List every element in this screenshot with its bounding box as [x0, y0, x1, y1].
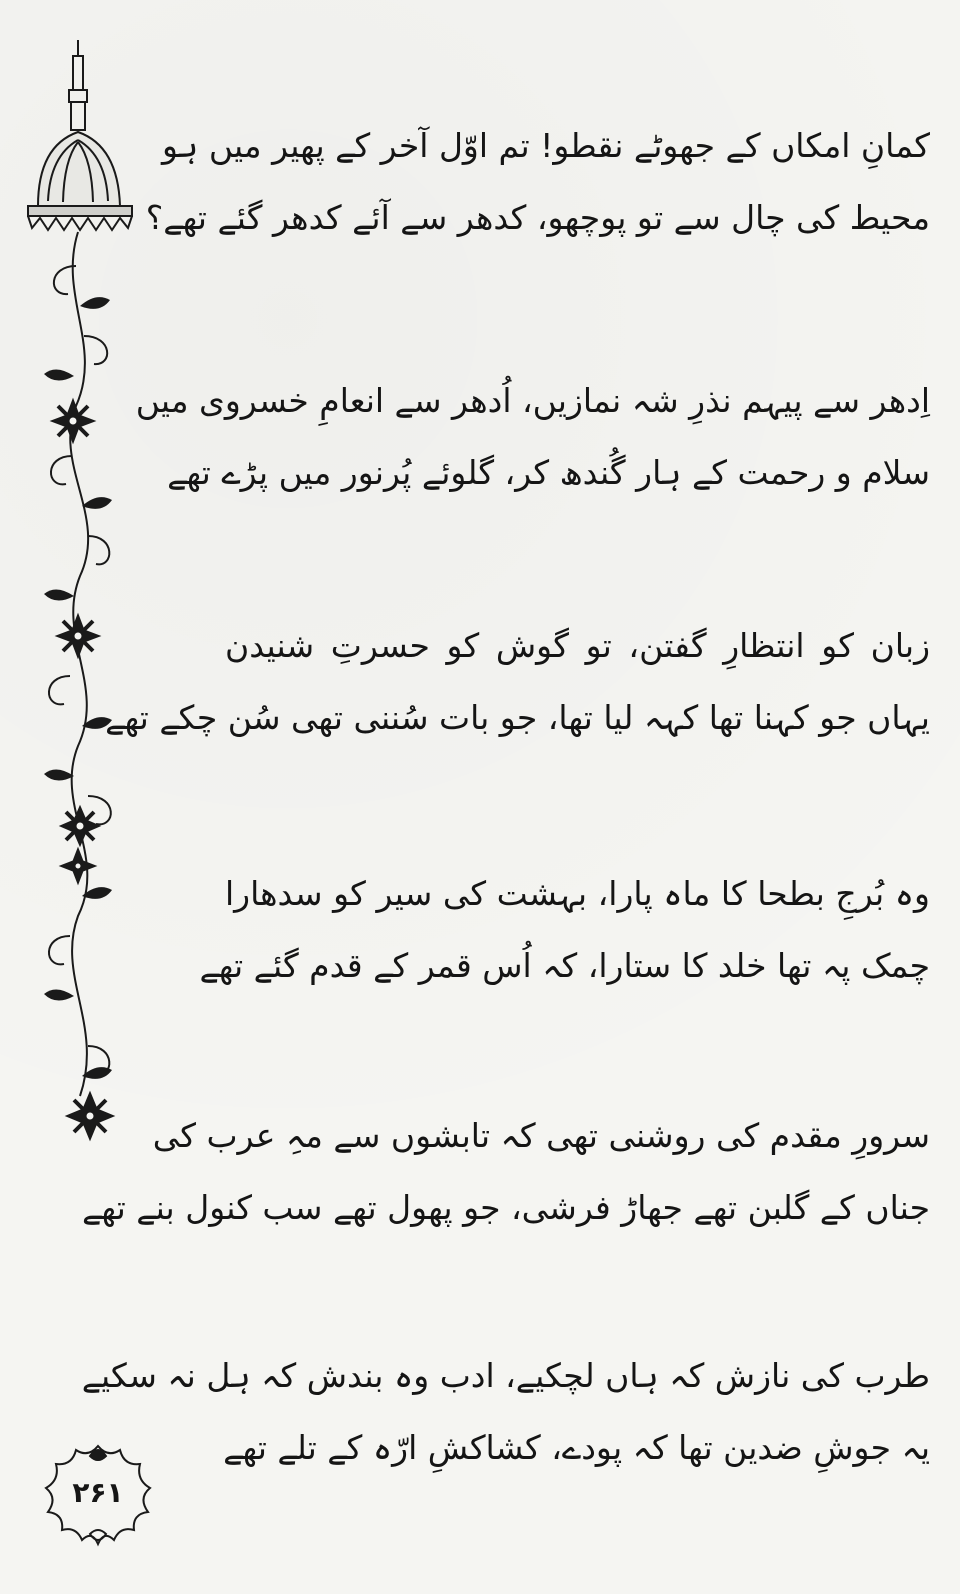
stanza-3	[105, 610, 930, 754]
stanza-1	[145, 110, 930, 254]
verse-line: چمک پہ تھا خلد کا ستارا، کہ اُس قمر کے قدم گئے تھے	[199, 946, 930, 985]
verse-line: زبان کو انتظارِ گفتن، تو گوش کو حسرتِ شنیدن	[225, 626, 930, 665]
page-number: ۲۶۱	[72, 1476, 124, 1509]
dome-floral-border-ornament	[18, 36, 148, 1146]
verse-line: سرورِ مقدم کی روشنی تھی کہ تابشوں سے مہِ عرب کی	[152, 1116, 930, 1155]
verse-line: یہاں جو کہنا تھا کہہ لیا تھا، جو بات سُننی تھی سُن چکے تھے	[105, 698, 930, 737]
verse-line: سلام و رحمت کے ہار گُندھ کر، گلوئے پُرنور میں پڑے تھے	[167, 453, 930, 492]
stanza-6	[81, 1340, 930, 1484]
stanza-4	[199, 858, 930, 1002]
verse-line: طرب کی نازش کہ ہاں لچکیے، ادب وہ بندش کہ ہل نہ سکیے	[81, 1356, 930, 1395]
verse-line: کمانِ امکاں کے جھوٹے نقطو! تم اوّل آخر کے پھیر میں ہو	[161, 126, 930, 165]
verse-line: محیط کی چال سے تو پوچھو، کدھر سے آئے کدھر گئے تھے؟	[145, 198, 930, 237]
verse-line: جناں کے گلبن تھے جھاڑ فرشی، جو پھول تھے سب کنول بنے تھے	[82, 1188, 930, 1227]
stanza-5	[82, 1100, 930, 1244]
stanza-2	[135, 365, 930, 509]
verse-line: وہ بُرجِ بطحا کا ماہ پارا، بہشت کی سیر کو سدھارا	[225, 874, 930, 913]
verse-line: یہ جوشِ ضدین تھا کہ پودے، کشاکشِ ارّہ کے تلے تھے	[223, 1428, 930, 1467]
verse-line: اِدھر سے پیہم نذرِ شہ نمازیں، اُدھر سے انعامِ خسروی میں	[135, 381, 930, 420]
